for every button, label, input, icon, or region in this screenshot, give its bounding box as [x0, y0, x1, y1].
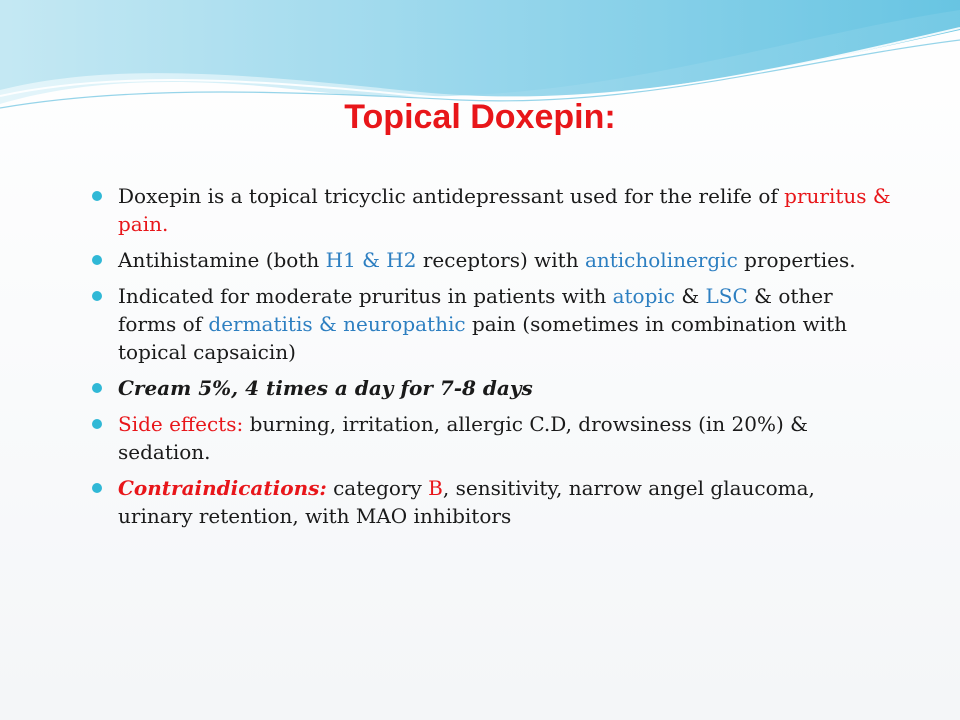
bullet-list — [92, 182, 892, 538]
bullet-text-segment: Cream 5%, 4 times a day for 7-8 days — [118, 376, 533, 400]
bullet-text-segment: , sensitivity, narrow angel glaucoma, urinary retention, with MAO inhibitors — [118, 476, 815, 528]
bullet-item — [92, 246, 892, 274]
bullet-text-segment: LSC — [705, 284, 748, 308]
bullet-text-segment: Contraindications: — [118, 476, 327, 500]
bullet-dot-icon — [92, 291, 102, 301]
bullet-text-segment: dermatitis & neuropathic — [208, 312, 472, 336]
bullet-item — [92, 182, 892, 238]
bullet-text-segment: B — [428, 476, 443, 500]
bullet-dot-icon — [92, 383, 102, 393]
bullet-text-segment: Indicated for moderate pruritus in patients with — [118, 284, 613, 308]
bullet-dot-icon — [92, 191, 102, 201]
bullet-item — [92, 374, 892, 402]
bullet-text-segment: anticholinergic — [584, 248, 738, 272]
bullet-item — [92, 410, 892, 466]
bullet-text-segment: Antihistamine (both — [118, 248, 326, 272]
bullet-dot-icon — [92, 255, 102, 265]
bullet-text-segment: H1 & H2 — [325, 248, 423, 272]
bullet-dot-icon — [92, 483, 102, 493]
bullet-text-segment: Side effects: — [118, 412, 244, 436]
bullet-text-segment: atopic — [612, 284, 675, 308]
bullet-text-segment: pruritus & pain. — [118, 184, 891, 236]
bullet-text-segment: & — [674, 284, 706, 308]
bullet-text-segment: burning, irritation, allergic C.D, drowsiness (in 20%) & sedation. — [118, 412, 808, 464]
bullet-item — [92, 282, 892, 366]
bullet-text-segment: pain (sometimes in combination with topical capsaicin) — [118, 312, 848, 364]
bullet-text-segment: Doxepin is a topical tricyclic antidepressant used for the relife of — [118, 184, 785, 208]
bullet-item — [92, 474, 892, 530]
bullet-text-segment: receptors) with — [422, 248, 585, 272]
bullet-text-segment: properties. — [737, 248, 856, 272]
slide-title: Topical Doxepin: — [344, 98, 616, 136]
bullet-dot-icon — [92, 419, 102, 429]
bullet-text-segment: & other forms of — [118, 284, 833, 336]
bullet-text-segment: category — [326, 476, 429, 500]
